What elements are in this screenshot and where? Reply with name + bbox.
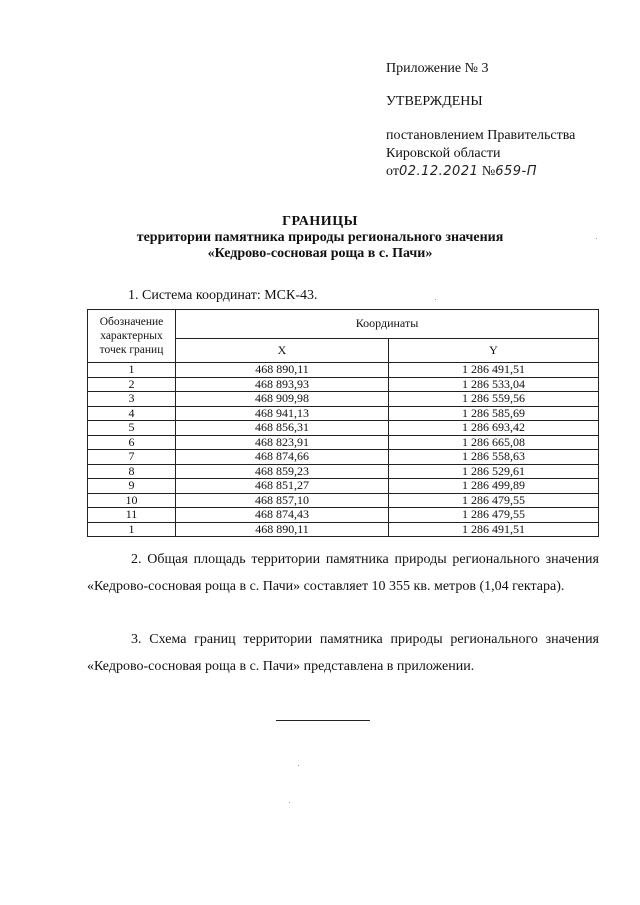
y-cell: 1 286 533,04 — [389, 377, 599, 392]
x-cell: 468 851,27 — [176, 479, 389, 494]
scan-speck — [298, 765, 299, 766]
point-cell: 9 — [88, 479, 176, 494]
x-cell: 468 859,23 — [176, 464, 389, 479]
header-point: Обозначение характерных точек границ — [88, 310, 176, 363]
area-paragraph: 2. Общая площадь территории памятника природы регионального значения «Кедрово-сосновая роща в с. Пачи» составляет 10 355 кв. метров (1,04 гектара). — [87, 552, 599, 594]
x-cell: 468 890,11 — [176, 363, 389, 378]
handwritten-date: 02.12.2021 — [398, 164, 479, 179]
coordinates-table — [87, 309, 599, 537]
header-x: X — [176, 338, 389, 362]
y-cell: 1 286 585,69 — [389, 406, 599, 421]
y-cell: 1 286 479,55 — [389, 493, 599, 508]
x-cell: 468 874,66 — [176, 450, 389, 465]
date-prefix: от — [386, 164, 399, 179]
table-row — [88, 508, 599, 523]
x-cell: 468 874,43 — [176, 508, 389, 523]
scheme-paragraph: 3. Схема границ территории памятника природы регионального значения «Кедрово-сосновая роща в с. Пачи» представлена в приложении. — [87, 632, 599, 674]
y-cell: 1 286 558,63 — [389, 450, 599, 465]
point-cell: 11 — [88, 508, 176, 523]
title-line-3: «Кедрово-сосновая роща в с. Пачи» — [207, 246, 433, 261]
table-row — [88, 435, 599, 450]
x-cell: 468 909,98 — [176, 392, 389, 407]
table-row — [88, 377, 599, 392]
approval-line-2: Кировской области — [386, 146, 501, 161]
x-cell: 468 890,11 — [176, 522, 389, 537]
title-heading: ГРАНИЦЫ — [282, 214, 358, 229]
point-cell: 1 — [88, 363, 176, 378]
handwritten-number: 659-П — [495, 164, 538, 179]
point-cell: 10 — [88, 493, 176, 508]
header-y: Y — [389, 338, 599, 362]
x-cell: 468 893,93 — [176, 377, 389, 392]
table-row — [88, 464, 599, 479]
approval-line-1: постановлением Правительства — [386, 128, 576, 143]
table-row — [88, 392, 599, 407]
closing-rule — [276, 720, 370, 721]
x-cell: 468 856,31 — [176, 421, 389, 436]
header-coordinates: Координаты — [176, 310, 599, 339]
point-cell: 3 — [88, 392, 176, 407]
table-row — [88, 479, 599, 494]
number-prefix: № — [481, 164, 496, 179]
table-row — [88, 493, 599, 508]
coordinate-system-item: 1. Система координат: МСК-43. — [128, 288, 318, 303]
scan-speck — [289, 802, 290, 803]
point-cell: 4 — [88, 406, 176, 421]
y-cell: 1 286 559,56 — [389, 392, 599, 407]
appendix-label: Приложение № 3 — [386, 61, 489, 76]
y-cell: 1 286 479,55 — [389, 508, 599, 523]
scan-speck — [435, 299, 436, 300]
x-cell: 468 941,13 — [176, 406, 389, 421]
scan-speck — [596, 238, 597, 239]
approved-label: УТВЕРЖДЕНЫ — [386, 94, 483, 109]
title-line-2: территории памятника природы регионального значения — [136, 230, 504, 245]
point-cell: 1 — [88, 522, 176, 537]
y-cell: 1 286 529,61 — [389, 464, 599, 479]
y-cell: 1 286 665,08 — [389, 435, 599, 450]
approval-date-line — [386, 163, 537, 181]
point-cell: 6 — [88, 435, 176, 450]
x-cell: 468 823,91 — [176, 435, 389, 450]
point-cell: 8 — [88, 464, 176, 479]
table-row — [88, 406, 599, 421]
point-cell: 7 — [88, 450, 176, 465]
y-cell: 1 286 499,89 — [389, 479, 599, 494]
table-row — [88, 421, 599, 436]
y-cell: 1 286 693,42 — [389, 421, 599, 436]
table-row — [88, 522, 599, 537]
document-title — [0, 214, 640, 262]
table-row — [88, 363, 599, 378]
table-row — [88, 450, 599, 465]
point-cell: 5 — [88, 421, 176, 436]
y-cell: 1 286 491,51 — [389, 363, 599, 378]
x-cell: 468 857,10 — [176, 493, 389, 508]
point-cell: 2 — [88, 377, 176, 392]
y-cell: 1 286 491,51 — [389, 522, 599, 537]
